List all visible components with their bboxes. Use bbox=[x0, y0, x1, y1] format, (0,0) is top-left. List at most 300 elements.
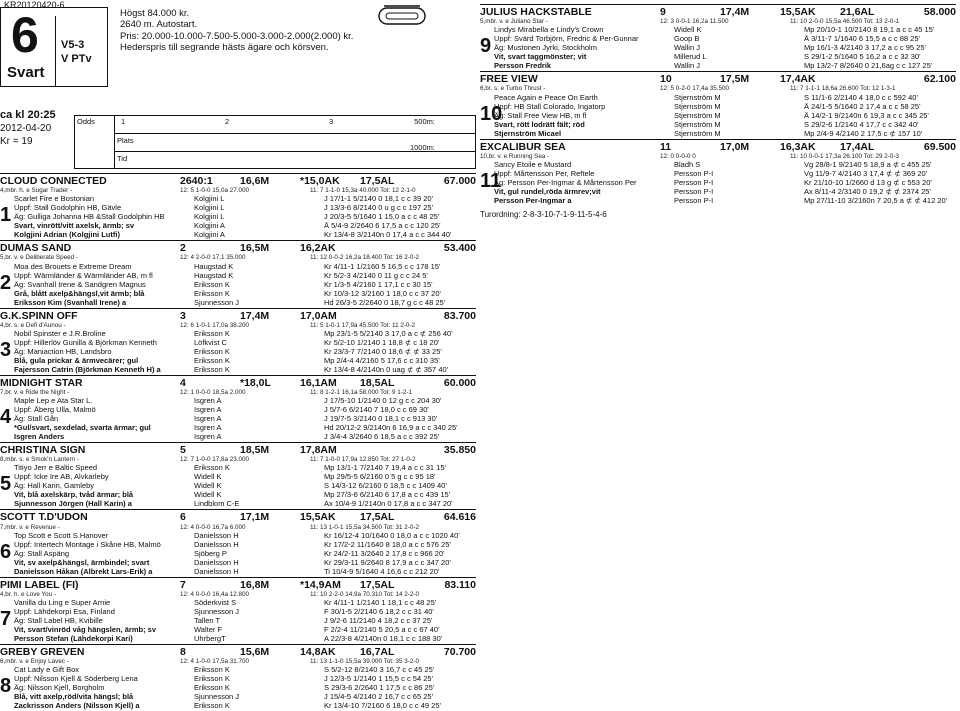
line-driver: Persson P-I bbox=[674, 169, 714, 178]
line-text: *Gul/svart, sexdelad, svarta ärmar; gul bbox=[14, 424, 151, 433]
tid-label: Tid bbox=[117, 154, 128, 163]
line-text: Vit, sv axelp&hängsl, ärmbindel; svart bbox=[14, 558, 150, 567]
horse-pedigree: 7,br. v. e Ride the Night - bbox=[0, 388, 70, 396]
start-number: 6 bbox=[0, 540, 12, 563]
horse-subline bbox=[0, 254, 476, 261]
horse-total-stats: 11: 12 0-0-2 16,2a 18.400 Tot: 16 2-0-2 bbox=[310, 254, 419, 262]
info-line bbox=[14, 702, 476, 711]
horse-lines bbox=[14, 263, 476, 308]
line-driver: Persson P-I bbox=[674, 196, 714, 205]
horse-name: PIMI LABEL (FI) bbox=[0, 578, 79, 591]
line-text: Titiyo Jerr e Baltic Speed bbox=[14, 464, 98, 473]
info-line bbox=[14, 433, 476, 442]
line-result: Mp 20/10-1 10/2140 8 19,1 a c c 45 15' bbox=[804, 26, 935, 35]
line-driver: Eriksson K bbox=[194, 365, 230, 374]
line-result: Kr 5/2-10 1/2140 1 18,8 ⊄ c 18 20' bbox=[324, 338, 440, 347]
horse-subline bbox=[480, 85, 956, 92]
max-earnings: Högst 84.000 kr. bbox=[120, 8, 190, 19]
info-line bbox=[14, 500, 476, 509]
line-text: Uppf: Hillerlöv Gunilla & Björkman Kenneth bbox=[14, 338, 157, 347]
line-result: Kr 13/4-8 3/2140n 0 17,4 a c c 344 40' bbox=[324, 231, 452, 240]
horse-subline bbox=[0, 456, 476, 463]
horse-class: 2 bbox=[180, 242, 186, 255]
horse-record: 18,5M bbox=[240, 444, 270, 457]
info-line bbox=[14, 330, 476, 339]
horse-year-stats: 12: 3 0-0-1 16,2a 11.500 bbox=[660, 18, 729, 26]
line-driver: Persson P-I bbox=[674, 178, 714, 187]
line-text: Uppf: Mårtensson Per, Reftele bbox=[494, 169, 595, 178]
line-text: Svart, vinrött/vitt axelsk, ärmb; sv bbox=[14, 222, 135, 231]
line-result: Kr 4/11-1 1/2140 1 18,1 c c 48 25' bbox=[324, 599, 437, 608]
line-text: Top Scott e Scott S.Hanover bbox=[14, 531, 109, 540]
horse-total-stats: 11: 7 1-1-0 15,3a 40.000 Tot: 12 2-1-0 bbox=[310, 187, 416, 195]
line-text: Vanilla du Ling e Super Arnie bbox=[14, 599, 111, 608]
info-line bbox=[494, 26, 956, 35]
horse-name: CLOUD CONNECTED bbox=[0, 175, 107, 187]
line-text: Äg: Persson Per-Ingmar & Mårtensson Per bbox=[494, 178, 637, 187]
horse-year-stats: 12: 4 1-0-0 17,5a 31.700 bbox=[180, 658, 249, 666]
line-result: Kr 4/11-1 1/2160 5 16,5 c c 178 15' bbox=[324, 262, 441, 271]
line-result: S 29/3-6 2/2640 1 17,5 c c 86 25' bbox=[324, 684, 435, 693]
line-text: Vit, gul rundel,röda ärmrev;vit bbox=[494, 187, 601, 196]
info-line bbox=[494, 62, 956, 71]
line-text: Vit, svart taggmönster; vit bbox=[494, 53, 587, 62]
horse-record: 16,1AM bbox=[300, 376, 337, 389]
start-number: 11 bbox=[480, 169, 502, 192]
line-result: F 30/1-5 2/2140 6 18,2 c c 31 40' bbox=[324, 608, 434, 617]
race-number: 6 bbox=[11, 7, 39, 63]
line-driver: Isgren A bbox=[194, 415, 222, 424]
line-text: Vit, svart/vinröd våg hängslen, ärmb; sv bbox=[14, 626, 156, 635]
info-line bbox=[14, 272, 476, 281]
distance: 2640 m. Autostart. bbox=[120, 19, 198, 31]
grid-500m: 500m: bbox=[414, 117, 435, 126]
horse-name: MIDNIGHT STAR bbox=[0, 376, 83, 389]
line-result: S 29/2-6 1/2140 4 17,7 c c 342 40' bbox=[804, 120, 919, 129]
horse-class: 10 bbox=[660, 73, 672, 86]
info-line bbox=[14, 491, 476, 500]
plats-label: Plats bbox=[117, 136, 134, 145]
race-info bbox=[120, 8, 353, 54]
line-text: Äg: Hall Karin, Gamleby bbox=[14, 482, 95, 491]
line-text: Uppf: Icke Ire AB, Alvkarleby bbox=[14, 473, 109, 482]
horse-lines bbox=[494, 26, 956, 71]
line-result: S 11/1-6 2/2140 4 18,0 c c 592 40' bbox=[804, 93, 918, 102]
grid-col-2: 2 bbox=[225, 117, 230, 126]
horse-entry bbox=[0, 240, 476, 307]
horse-header bbox=[480, 139, 956, 153]
line-driver: Kolgjini A bbox=[194, 222, 225, 231]
horse-earnings: 64.616 bbox=[443, 511, 476, 524]
horse-entry bbox=[480, 71, 956, 138]
line-text: Nobil Spinster e J.R.Broline bbox=[14, 329, 106, 338]
left-column bbox=[0, 173, 476, 711]
line-text: Scarlet Fire e Bostonian bbox=[14, 195, 95, 204]
odds-label: Odds bbox=[75, 116, 115, 168]
horse-total-stats: 11: 10 2-2-0 14,9a 70.310 Tot: 14 2-2-0 bbox=[310, 590, 419, 598]
line-result: Mp 23/1-5 5/2140 3 17,0 a c ⊄ 256 40' bbox=[324, 329, 453, 338]
line-text: Äg: Mustonen Jyrki, Stockholm bbox=[494, 44, 597, 53]
horse-record: 16,8M bbox=[240, 578, 270, 591]
horse-total-stats: 11: 8 1-2-1 16,1a 58.000 Tot: 9 1-2-1 bbox=[310, 388, 412, 396]
horse-pedigree: 6,mbr. v. e Enjoy Lavec - bbox=[0, 658, 69, 666]
line-result: Mp 13/1-1 7/2140 7 19,4 a c c 31 15' bbox=[324, 464, 446, 473]
info-line bbox=[14, 231, 476, 240]
info-line bbox=[494, 35, 956, 44]
line-driver: Wallin J bbox=[674, 44, 700, 53]
line-result: Kr 16/12-4 10/1640 0 18,0 a c c 1020 40' bbox=[324, 531, 460, 540]
line-text: Uppf: Wärmländer & Wärmländer AB, m fl bbox=[14, 271, 153, 280]
info-line bbox=[14, 608, 476, 617]
horse-record: 17,5M bbox=[720, 73, 750, 86]
line-text: Uppf: Nilsson Kjell & Söderberg Lena bbox=[14, 675, 138, 684]
line-result: F 2/2-4 11/2140 5 20,5 a c c 67 40' bbox=[324, 626, 440, 635]
line-text: Zackrisson Anders (Nilsson Kjell) a bbox=[14, 702, 140, 711]
line-result: Kr 29/3-11 9/2640 8 17,9 a c c 347 20' bbox=[324, 558, 451, 567]
info-line bbox=[14, 424, 476, 433]
line-driver: Millerud L bbox=[674, 53, 707, 62]
info-line bbox=[14, 195, 476, 204]
horse-year-stats: 12: 5 1-0-0 15,0a 27.000 bbox=[180, 187, 249, 195]
line-driver: Kolgjini A bbox=[194, 231, 225, 240]
horse-record: 17,4AK bbox=[780, 73, 816, 86]
line-text: Danielsson Håkan (Albrekt Lars-Erik) a bbox=[14, 567, 153, 576]
horse-record: 15,6M bbox=[240, 646, 270, 659]
start-time bbox=[0, 108, 70, 148]
info-line bbox=[14, 406, 476, 415]
grid-col-3: 3 bbox=[329, 117, 334, 126]
horse-record: 21,6AL bbox=[840, 6, 875, 18]
horse-header bbox=[0, 375, 476, 389]
info-line bbox=[14, 684, 476, 693]
info-line bbox=[14, 464, 476, 473]
horse-lines bbox=[494, 94, 956, 139]
horse-name: EXCALIBUR SEA bbox=[480, 140, 566, 153]
horse-record: 17,4M bbox=[720, 6, 750, 18]
line-result: J 3/4-4 3/2640 6 18,5 a c c 392 25' bbox=[324, 433, 440, 442]
horse-subline bbox=[0, 322, 476, 329]
info-line bbox=[14, 348, 476, 357]
horse-record: *15,0AK bbox=[300, 175, 340, 187]
line-driver: Stjernström M bbox=[674, 129, 721, 138]
horse-header bbox=[0, 442, 476, 456]
bet-type-2: V PTv bbox=[61, 53, 92, 66]
line-result: J 20/3-5 5/1640 1 15,0 a c c 48 25' bbox=[324, 213, 440, 222]
horse-earnings: 60.000 bbox=[443, 376, 476, 389]
horse-body bbox=[0, 666, 476, 711]
horse-header bbox=[0, 577, 476, 591]
line-result: J 19/7-5 3/2140 0 18,1 c c 913 30' bbox=[324, 415, 438, 424]
horse-class: 5 bbox=[180, 444, 186, 457]
honor-prize: Hederspris till segrande hästs ägare och körsven. bbox=[120, 42, 329, 54]
horse-record: 16,7AL bbox=[360, 646, 395, 659]
line-driver: Eriksson K bbox=[194, 464, 230, 473]
line-driver: Isgren A bbox=[194, 406, 222, 415]
info-line bbox=[494, 112, 956, 121]
horse-earnings: 35.850 bbox=[443, 444, 476, 457]
horse-class: 4 bbox=[180, 376, 186, 389]
line-result: J 9/2-6 11/2140 4 18,2 c c 37 25' bbox=[324, 617, 433, 626]
line-text: Lindys Mirabella e Lindy's Crown bbox=[494, 26, 604, 35]
horse-pedigree: 8,mbr. s. e Smok'n Lantern - bbox=[0, 456, 79, 464]
start-number: 10 bbox=[480, 102, 503, 125]
start-number: 7 bbox=[0, 608, 12, 631]
horse-entry bbox=[0, 442, 476, 509]
horse-header bbox=[0, 509, 476, 523]
horse-pedigree: 4,br. h. e Love You - bbox=[0, 590, 57, 598]
info-line bbox=[494, 179, 956, 188]
line-result: Vg 28/8-1 9/2140 5 18,9 a ⊄ c 455 25' bbox=[804, 160, 932, 169]
line-result: Kr 1/3-5 4/2160 1 17,1 c c 30 15' bbox=[324, 280, 433, 289]
horse-lines bbox=[14, 666, 476, 711]
horse-record: 16,6M bbox=[240, 175, 270, 187]
line-result: Mp 29/5-5 6/2160 0 5 g c c 95 18' bbox=[324, 473, 436, 482]
horse-entry bbox=[480, 4, 956, 71]
start-number: 9 bbox=[480, 35, 492, 58]
info-line bbox=[494, 103, 956, 112]
line-driver: Danielsson H bbox=[194, 540, 239, 549]
line-driver: Sjunnesson J bbox=[194, 608, 240, 617]
bet-types bbox=[61, 38, 92, 67]
horse-year-stats: 12: 7 1-0-0 17,8a 23.000 bbox=[180, 456, 249, 464]
line-driver: Haugstad K bbox=[194, 271, 234, 280]
line-driver: Eriksson K bbox=[194, 289, 230, 298]
horse-record: 15,5AK bbox=[780, 6, 816, 18]
horse-pedigree: 5,mbr. v. e Juliano Star - bbox=[480, 18, 548, 26]
horse-pedigree: 4,mbr. h. e Sugar Trader - bbox=[0, 187, 73, 195]
line-result: Mp 2/4-4 4/2160 5 17,6 c c 310 35' bbox=[324, 356, 440, 365]
line-driver: Eriksson K bbox=[194, 684, 230, 693]
line-driver: Löfkvist C bbox=[194, 338, 227, 347]
horse-pedigree: 5,br. v. e Deliberate Speed - bbox=[0, 254, 78, 262]
line-result: Ax 10/4-9 1/2140n 0 17,8 a c c 347 20' bbox=[324, 500, 453, 509]
line-result: Å 3/11-7 1/1640 6 15,5 a c c 88 25' bbox=[804, 35, 920, 44]
horse-header bbox=[0, 308, 476, 322]
horse-subline bbox=[480, 18, 956, 25]
line-result: Hd 20/12-2 9/2140n 6 16,9 a c c 340 25' bbox=[324, 424, 458, 433]
line-driver: Eriksson K bbox=[194, 356, 230, 365]
line-text: Blå, gula prickar & ärmvecärer; gul bbox=[14, 356, 139, 365]
line-driver: Eriksson K bbox=[194, 329, 230, 338]
line-text: Eriksson Kim (Svanhall Irene) a bbox=[14, 298, 127, 307]
line-result: Å 14/2-1 9/2140n 6 19,3 a c c 345 25' bbox=[804, 111, 929, 120]
horse-name: GREBY GREVEN bbox=[0, 646, 85, 659]
line-driver: Eriksson K bbox=[194, 675, 230, 684]
info-line bbox=[14, 550, 476, 559]
line-result: Kr 5/2-3 4/2140 0 11 g c c 24 5' bbox=[324, 271, 428, 280]
horse-entry bbox=[0, 308, 476, 375]
line-result: S 5/2-12 8/2140 3 16,7 c c 45 25' bbox=[324, 666, 435, 675]
info-line bbox=[14, 532, 476, 541]
line-text: Uppf: Lähdekorpi Esa, Finland bbox=[14, 608, 115, 617]
info-line bbox=[14, 281, 476, 290]
horse-record: *14,9AM bbox=[300, 578, 341, 591]
result-grid bbox=[74, 115, 476, 169]
info-line bbox=[14, 415, 476, 424]
horse-record: 17,4AL bbox=[840, 140, 875, 153]
line-text: Äg: Stall Gån bbox=[14, 415, 59, 424]
horse-header bbox=[0, 173, 476, 187]
line-text: Persson Fredrik bbox=[494, 62, 552, 71]
line-result: Hd 26/3-5 2/2640 0 18,7 g c c 48 25' bbox=[324, 298, 446, 307]
line-result: Mp 27/3-6 6/2140 6 17,8 a c c 439 15' bbox=[324, 491, 451, 500]
info-line bbox=[494, 44, 956, 53]
start-time-label: ca kl 20:25 bbox=[0, 109, 56, 121]
horse-record: 17,5AL bbox=[360, 578, 395, 591]
horse-lines bbox=[14, 195, 476, 240]
horse-earnings: 67.000 bbox=[443, 175, 476, 187]
start-number: 1 bbox=[0, 204, 12, 227]
horse-lines bbox=[14, 397, 476, 442]
info-line bbox=[14, 339, 476, 348]
line-result: A 22/3-8 4/2140n 0 18,1 c c 188 30' bbox=[324, 635, 443, 644]
horse-class: 7 bbox=[180, 578, 186, 591]
grid-row-positions bbox=[115, 116, 475, 134]
info-line bbox=[14, 299, 476, 308]
line-driver: Isgren A bbox=[194, 424, 222, 433]
horse-record: 17,8AM bbox=[300, 444, 337, 457]
start-number: 8 bbox=[0, 675, 12, 698]
line-result: Ax 8/11-4 2/3140 0 19,2 ⊄ ⊄ 2374 25' bbox=[804, 187, 931, 196]
line-text: Blå, vitt axelp,röd/vita hängsl; blå bbox=[14, 693, 134, 702]
info-line bbox=[14, 473, 476, 482]
horse-class: 8 bbox=[180, 646, 186, 659]
info-line bbox=[494, 130, 956, 139]
line-text: Uppf: HB Stall Colorado, Ingatorp bbox=[494, 102, 606, 111]
right-column bbox=[480, 4, 956, 219]
prizes: Pris: 20.000-10.000-7.500-5.000-3.000-2.000(2.000) kr. bbox=[120, 30, 354, 42]
line-text: Grå, blått axelp&hängsl,vit ärmb; blå bbox=[14, 289, 145, 298]
horse-lines bbox=[494, 161, 956, 206]
line-text: Persson Stefan (Lähdekorpi Kari) bbox=[14, 635, 133, 644]
horse-entry bbox=[0, 509, 476, 576]
line-driver: Kolgjini L bbox=[194, 213, 225, 222]
horse-name: CHRISTINA SIGN bbox=[0, 444, 86, 457]
line-text: Uppf: Stall Godolphin HB, Gävle bbox=[14, 204, 122, 213]
line-driver: Lindblom C-E bbox=[194, 500, 240, 509]
info-line bbox=[14, 541, 476, 550]
line-driver: Wallin J bbox=[674, 62, 700, 71]
horse-record: 17,5AL bbox=[360, 511, 395, 524]
horse-record: 17,4M bbox=[240, 309, 270, 322]
line-result: Ti 10/4-9 5/1640 4 16,6 c c 212 20' bbox=[324, 567, 440, 576]
horse-subline bbox=[0, 658, 476, 665]
info-line bbox=[14, 626, 476, 635]
line-driver: Danielsson H bbox=[194, 567, 239, 576]
horse-body bbox=[480, 26, 956, 71]
horse-lines bbox=[14, 599, 476, 644]
line-result: J 15/4-5 4/2140 2 16,7 c c 65 25' bbox=[324, 693, 434, 702]
horse-lines bbox=[14, 464, 476, 509]
info-line bbox=[494, 53, 956, 62]
grid-1000m: 1000m: bbox=[409, 143, 435, 152]
line-driver: Sjunnesson J bbox=[194, 298, 240, 307]
horse-entry bbox=[0, 577, 476, 644]
horse-body bbox=[0, 397, 476, 442]
line-text: Kolgjini Adrian (Kolgjini Lutfi) bbox=[14, 231, 120, 240]
line-result: Å 5/4-9 2/2640 6 17,5 a c c 120 25' bbox=[324, 222, 441, 231]
horse-earnings: 69.500 bbox=[923, 140, 956, 153]
line-result: J 17/1-1 5/2140 0 18,1 c c 39 20' bbox=[324, 195, 434, 204]
horse-name: DUMAS SAND bbox=[0, 242, 72, 255]
info-line bbox=[14, 357, 476, 366]
horse-year-stats: 12: 4 0-0-0 16,7a 6.000 bbox=[180, 523, 246, 531]
line-driver: Eriksson K bbox=[194, 666, 230, 675]
horse-pedigree: 4,br. s. e Defi d'Aunou - bbox=[0, 321, 66, 329]
race-box-divider bbox=[55, 16, 56, 86]
race-type: Svart bbox=[7, 64, 45, 81]
horse-year-stats: 12: 4 2-0-0 17,1 35.000 bbox=[180, 254, 246, 262]
race-box bbox=[0, 7, 108, 87]
horse-record: 17,0M bbox=[720, 140, 750, 153]
line-result: J 12/3-5 1/2140 1 15,5 c c 54 25' bbox=[324, 675, 434, 684]
info-line bbox=[14, 366, 476, 375]
line-result: Kr 17/2-2 11/1640 8 18,0 a c c 576 25' bbox=[324, 540, 451, 549]
line-text: Svart, rött lodrätt fält; röd bbox=[494, 120, 585, 129]
horse-class: 9 bbox=[660, 6, 666, 18]
horse-body bbox=[0, 263, 476, 308]
horse-subline bbox=[480, 153, 956, 160]
line-result: S 29/1-2 5/1640 5 16,2 a c c 32 30' bbox=[804, 53, 921, 62]
horse-record: 16,3AK bbox=[780, 140, 816, 153]
line-driver: Widell K bbox=[674, 26, 702, 35]
start-number: 3 bbox=[0, 338, 12, 361]
line-driver: Widell K bbox=[194, 491, 222, 500]
line-result: Å 24/1-5 5/1640 2 17,4 a c c 58 25' bbox=[804, 102, 921, 111]
horse-year-stats: 12: 0 0-0-0 0 bbox=[660, 152, 696, 160]
horse-total-stats: 11: 13 1-1-0 15,5a 39.000 Tot: 35 3-2-0 bbox=[310, 658, 419, 666]
horse-earnings: 58.000 bbox=[923, 6, 956, 18]
horse-earnings: 83.700 bbox=[443, 309, 476, 322]
horse-total-stats: 11: 10 0-0-1 17,3a 26.100 Tot: 29 2-0-3 bbox=[790, 152, 899, 160]
horse-subline bbox=[0, 524, 476, 531]
start-number: 5 bbox=[0, 473, 12, 496]
line-driver: Danielsson H bbox=[194, 531, 239, 540]
line-result: Mp 16/1-3 4/2140 3 17,2 a c c 95 25' bbox=[804, 44, 926, 53]
line-driver: Sjunnesson J bbox=[194, 693, 240, 702]
info-line bbox=[14, 568, 476, 577]
horse-total-stats: 11: 13 1-0-1 15,5a 34.500 Tot: 31 2-0-2 bbox=[310, 523, 419, 531]
horse-body bbox=[0, 330, 476, 375]
horse-name: JULIUS HACKSTABLE bbox=[480, 6, 592, 18]
horse-record: 17,1M bbox=[240, 511, 270, 524]
line-driver: Eriksson K bbox=[194, 347, 230, 356]
document-code: KR20120420-6 bbox=[4, 0, 65, 10]
horse-entry bbox=[480, 139, 956, 206]
horse-earnings: 83.110 bbox=[444, 578, 476, 591]
line-result: Mp 13/2-7 8/2640 0 21,6ag c c 127 25' bbox=[804, 62, 933, 71]
line-driver: Widell K bbox=[194, 482, 222, 491]
info-line bbox=[14, 222, 476, 231]
info-line bbox=[14, 635, 476, 644]
horse-name: G.K.SPINN OFF bbox=[0, 309, 78, 322]
start-number: 4 bbox=[0, 406, 12, 429]
horse-year-stats: 12: 5 0-2-0 17,4a 35.500 bbox=[660, 85, 729, 93]
line-driver: Widell K bbox=[194, 473, 222, 482]
horse-entry bbox=[0, 644, 476, 711]
line-text: Äg: Stall Free View HB, m fl bbox=[494, 111, 587, 120]
horse-earnings: 62.100 bbox=[923, 73, 956, 86]
horse-record: 16,5M bbox=[240, 242, 270, 255]
line-text: Äg: Nilsson Kjell, Borgholm bbox=[14, 684, 105, 693]
info-line bbox=[14, 290, 476, 299]
info-line bbox=[494, 188, 956, 197]
horse-total-stats: 11: 7 1-0-0 17,9a 12.850 Tot: 27 1-0-2 bbox=[310, 456, 416, 464]
horse-body bbox=[0, 464, 476, 509]
info-line bbox=[494, 121, 956, 130]
horse-subline bbox=[0, 591, 476, 598]
info-line bbox=[494, 94, 956, 103]
